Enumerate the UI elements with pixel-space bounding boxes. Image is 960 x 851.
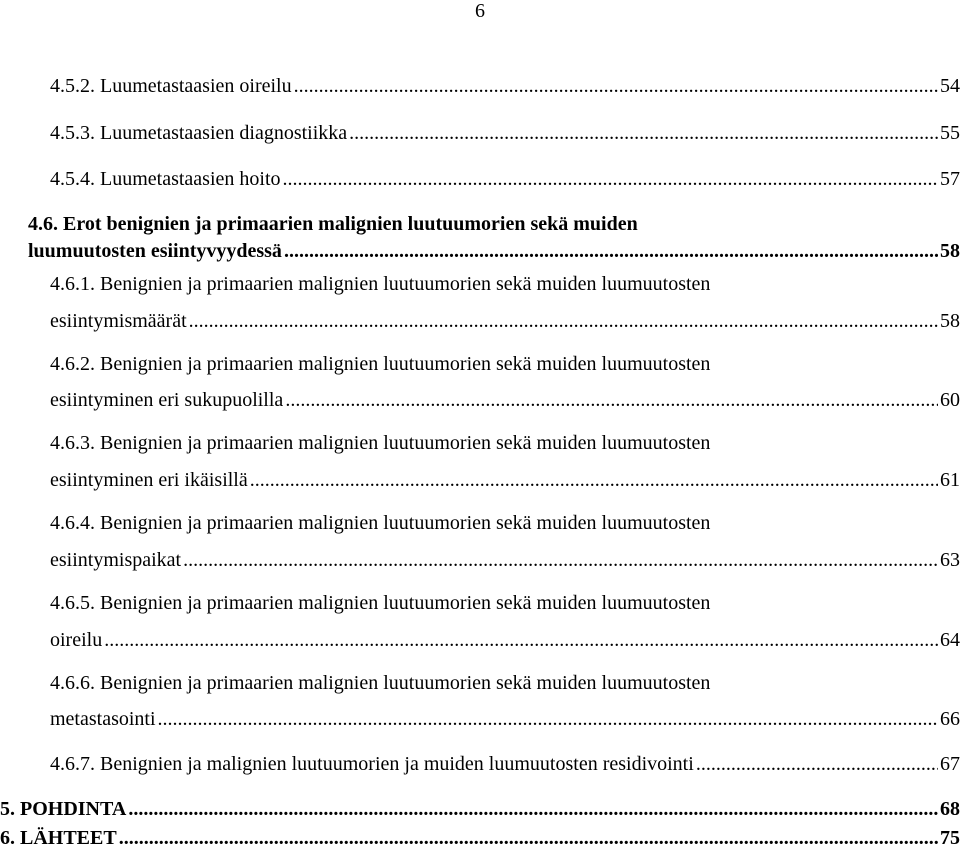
toc-dot-leader [183, 547, 938, 573]
toc-entry-4-6-line1: 4.6. Erot benignien ja primaarien malignien luutuumorien sekä muiden [28, 213, 638, 235]
page-number: 6 [475, 0, 485, 22]
toc-dot-leader [285, 387, 938, 413]
toc-dot-leader [283, 166, 938, 192]
toc-entry-page: 58 [940, 240, 960, 262]
toc-entry-title: 4.5.4. Luumetastaasien hoito [50, 168, 281, 190]
toc-entry-4-6-3[interactable] [50, 467, 960, 493]
toc-entry-4-6-4[interactable] [50, 547, 960, 573]
toc-dot-leader [128, 796, 938, 822]
toc-entry-title: luumuutosten esiintyvyydessä [28, 240, 282, 262]
toc-entry-4-5-2[interactable] [50, 73, 960, 99]
toc-dot-leader [349, 120, 938, 146]
toc-entry-4-6-7[interactable] [50, 751, 960, 777]
toc-entry-page: 66 [940, 708, 960, 730]
toc-entry-4-6-6-line1: 4.6.6. Benignien ja primaarien malignien luutuumorien sekä muiden luumuutosten [50, 672, 711, 694]
toc-entry-page: 57 [940, 168, 960, 190]
toc-entry-6[interactable] [0, 825, 960, 851]
toc-entry-title: oireilu [50, 629, 103, 651]
toc-entry-title: 4.5.2. Luumetastaasien oireilu [50, 75, 292, 97]
toc-entry-title: 6. LÄHTEET [0, 827, 117, 849]
toc-entry-page: 67 [940, 753, 960, 775]
toc-entry-title: metastasointi [50, 708, 156, 730]
toc-entry-4-6-5[interactable] [50, 627, 960, 653]
toc-entry-page: 60 [940, 389, 960, 411]
toc-entry-title: esiintymismäärät [50, 310, 187, 332]
toc-entry-page: 63 [940, 549, 960, 571]
toc-entry-4-6-2-line1: 4.6.2. Benignien ja primaarien malignien luutuumorien sekä muiden luumuutosten [50, 353, 711, 375]
toc-entry-4-6-1-line1: 4.6.1. Benignien ja primaarien malignien luutuumorien sekä muiden luumuutosten [50, 273, 711, 295]
toc-entry-page: 68 [940, 798, 960, 820]
toc-entry-title: esiintyminen eri ikäisillä [50, 469, 248, 491]
toc-entry-4-5-3[interactable] [50, 120, 960, 146]
toc-dot-leader [119, 825, 938, 851]
toc-entry-4-6-3-line1: 4.6.3. Benignien ja primaarien malignien luutuumorien sekä muiden luumuutosten [50, 432, 711, 454]
toc-entry-4-5-4[interactable] [50, 166, 960, 192]
toc-entry-page: 54 [940, 75, 960, 97]
toc-dot-leader [284, 238, 938, 264]
toc-entry-page: 55 [940, 122, 960, 144]
toc-dot-leader [104, 627, 938, 653]
toc-entry-title: 4.6.7. Benignien ja malignien luutuumorien ja muiden luumuutosten residivointi [50, 753, 694, 775]
toc-dot-leader [158, 706, 938, 732]
toc-entry-title: esiintyminen eri sukupuolilla [50, 389, 284, 411]
toc-entry-4-6-4-line1: 4.6.4. Benignien ja primaarien malignien luutuumorien sekä muiden luumuutosten [50, 512, 711, 534]
toc-entry-4-6-2[interactable] [50, 387, 960, 413]
toc-entry-title: esiintymispaikat [50, 549, 182, 571]
toc-dot-leader [696, 751, 938, 777]
toc-entry-page: 64 [940, 629, 960, 651]
toc-entry-page: 61 [940, 469, 960, 491]
toc-entry-title: 5. POHDINTA [0, 798, 127, 820]
toc-entry-4-6[interactable] [28, 238, 960, 264]
toc-dot-leader [189, 308, 938, 334]
toc-entry-4-6-1[interactable] [50, 308, 960, 334]
toc-entry-5[interactable] [0, 796, 960, 822]
toc-dot-leader [250, 467, 938, 493]
toc-entry-4-6-6[interactable] [50, 706, 960, 732]
toc-entry-4-6-5-line1: 4.6.5. Benignien ja primaarien malignien luutuumorien sekä muiden luumuutosten [50, 592, 711, 614]
toc-entry-page: 75 [940, 827, 960, 849]
toc-entry-page: 58 [940, 310, 960, 332]
toc-entry-title: 4.5.3. Luumetastaasien diagnostiikka [50, 122, 348, 144]
toc-dot-leader [294, 73, 938, 99]
